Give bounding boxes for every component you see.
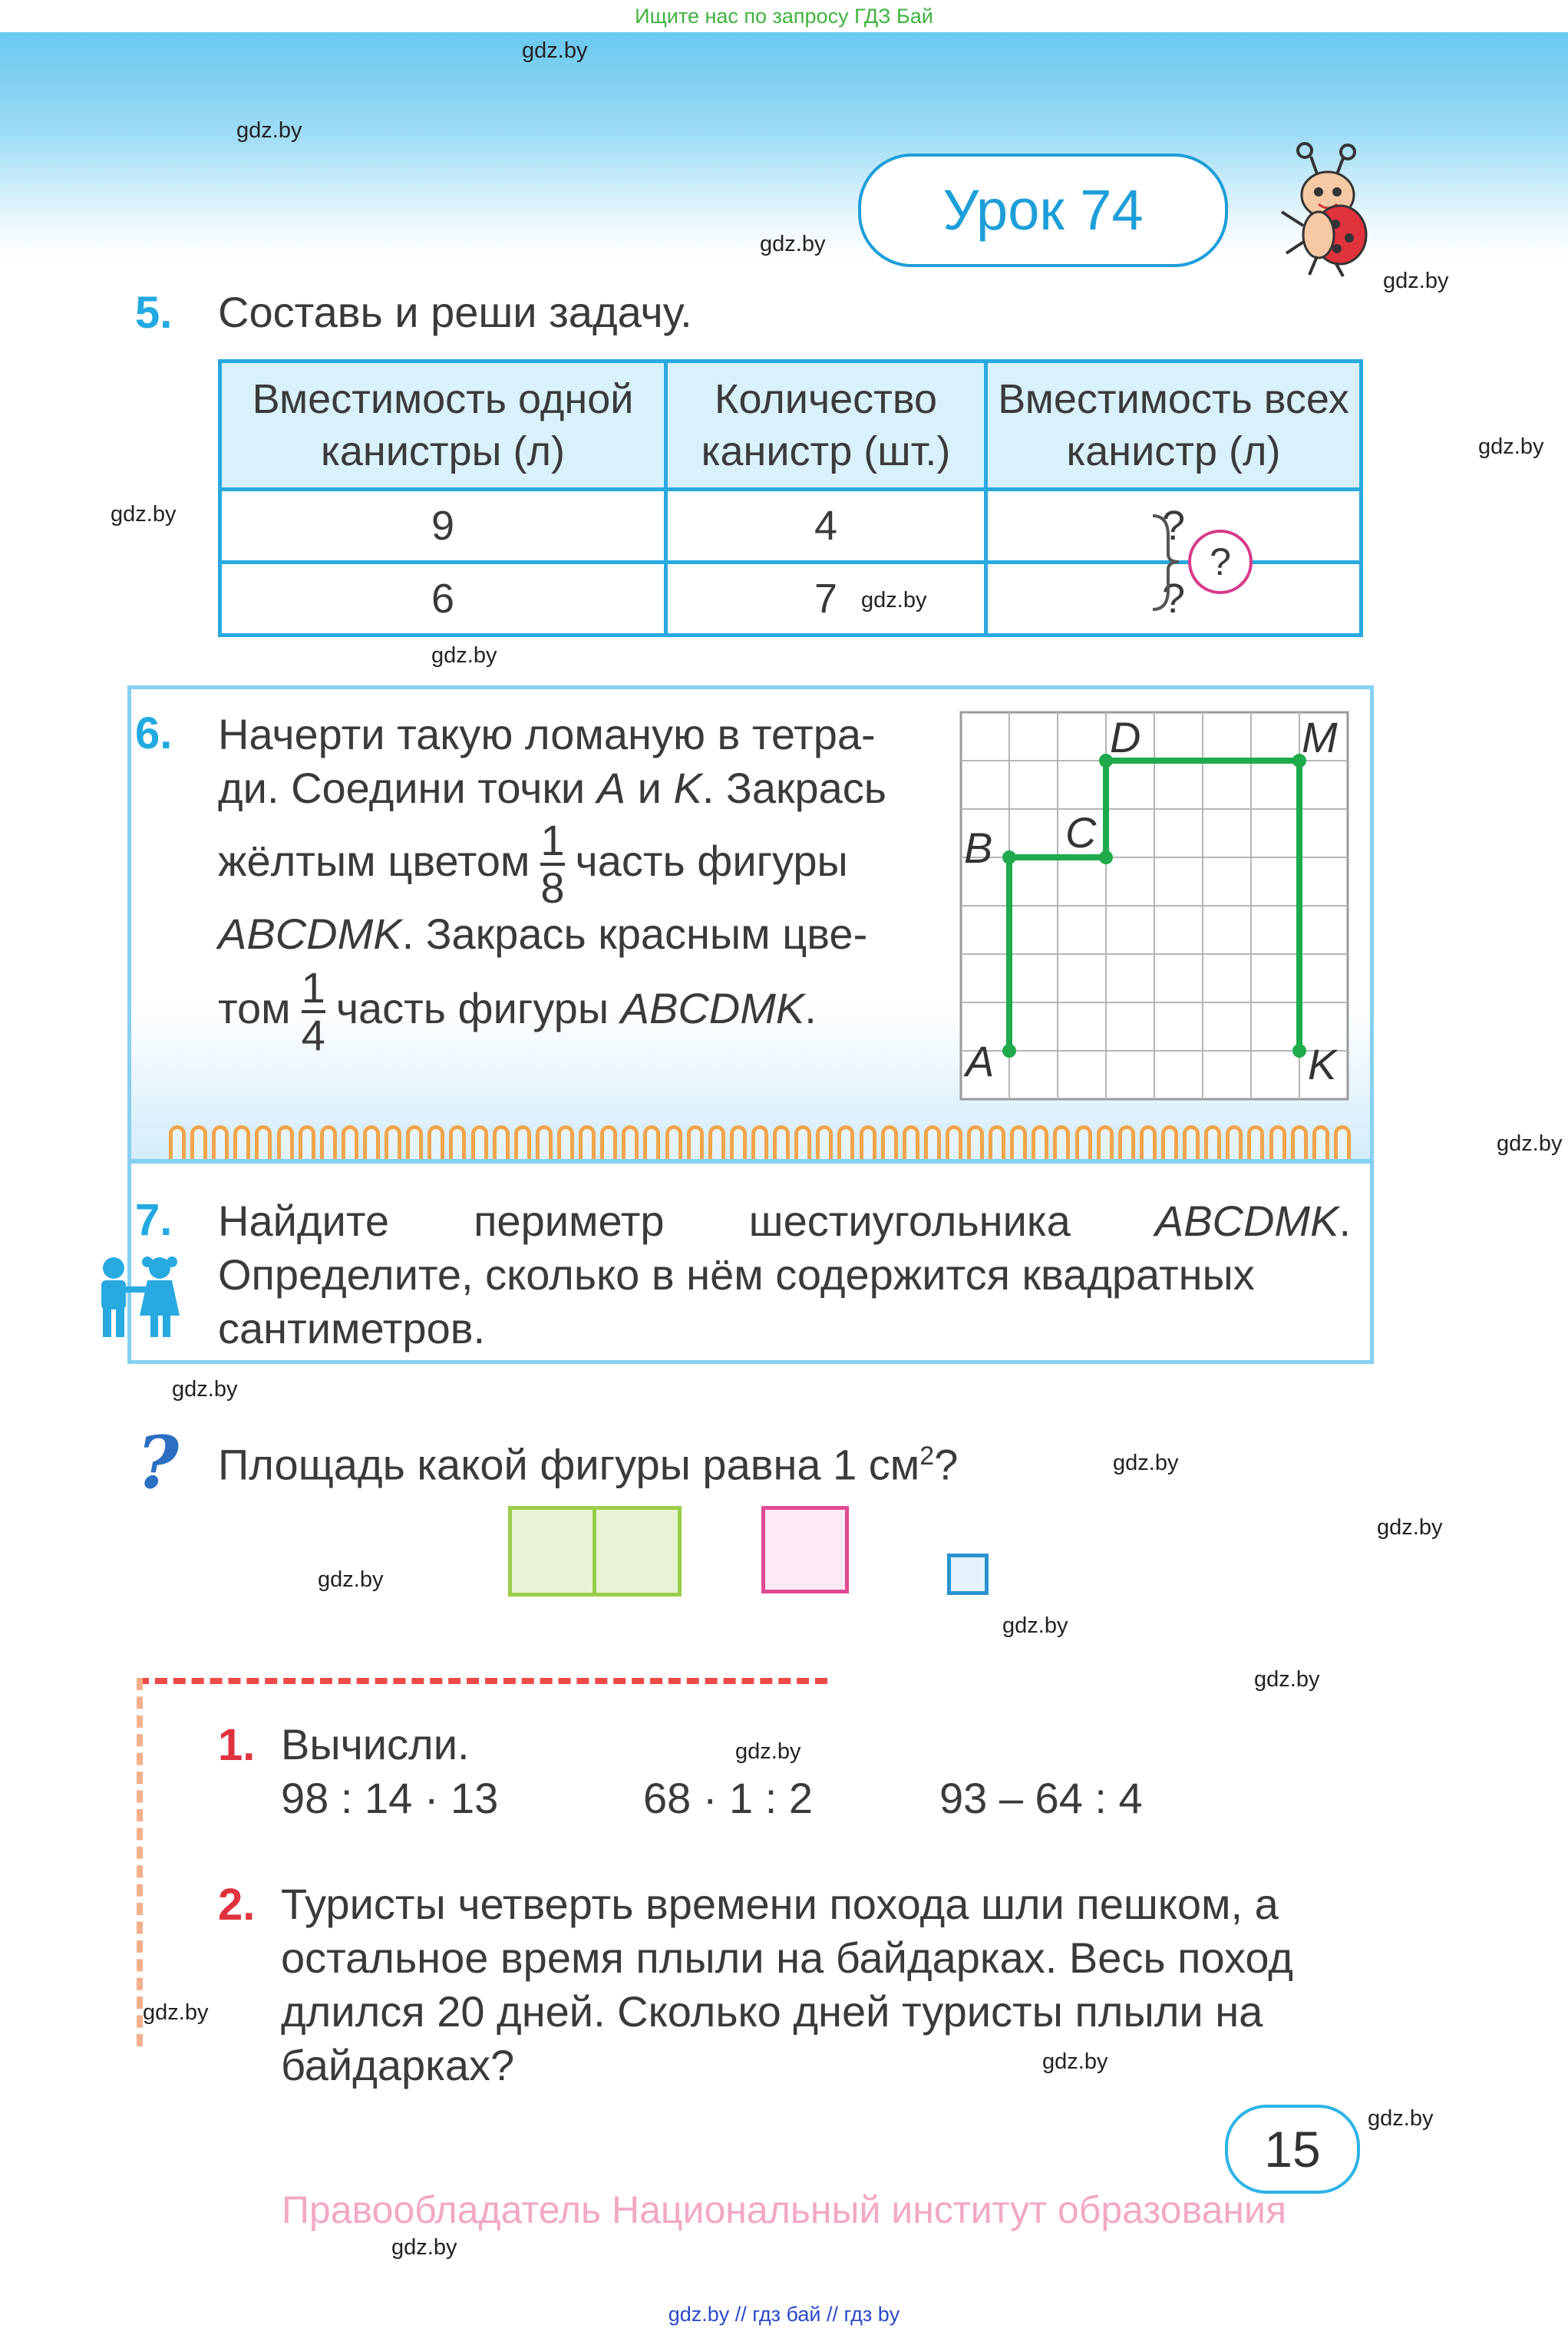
review1-expr3: 93 – 64 : 4 — [939, 1774, 1143, 1822]
table-header: Количество канистр (шт.) — [666, 362, 986, 490]
point-c — [1099, 850, 1113, 864]
review2-line1: Туристы четверть времени похода шли пешком, а — [281, 1880, 1279, 1928]
review2-line2: остальное время плыли на байдарках. Весь поход — [281, 1933, 1293, 1982]
page-number: 15 — [1225, 2105, 1360, 2194]
question-text: Площадь какой фигуры равна 1 $см^2$? — [218, 1440, 959, 1489]
polyline-grid — [958, 709, 1349, 1102]
review1-expr2: 68 · 1 : 2 — [643, 1774, 814, 1822]
label-k: K — [1308, 1040, 1337, 1088]
task7-line3: сантиметров. — [218, 1304, 486, 1352]
fraction-one-eighth: $\frac{1}{8}$ — [540, 816, 565, 913]
task7-number: 7. — [135, 1195, 173, 1245]
point-a — [1002, 1044, 1016, 1058]
shape-pink-square — [761, 1506, 849, 1593]
table-cell: 4 — [666, 490, 986, 563]
task7-divider — [127, 1159, 1374, 1164]
bottom-links[interactable]: gdz.by // гдз бай // гдз by — [668, 2303, 900, 2326]
watermark: gdz.by — [236, 118, 302, 143]
task6-number: 6. — [135, 708, 173, 758]
watermark: gdz.by — [1002, 1613, 1068, 1638]
table-header: Вместимость одной канистры (л) — [220, 362, 666, 490]
kids-pair-icon — [86, 1256, 192, 1342]
point-k — [1292, 1044, 1306, 1058]
label-d: D — [1110, 713, 1141, 761]
watermark: gdz.by — [522, 38, 588, 63]
task6-line2: ди. Соедини точки A и K. Закрась — [218, 764, 886, 812]
table-cell: 9 — [220, 490, 666, 563]
watermark: gdz.by — [1497, 1131, 1563, 1156]
task6-line4: ABCDMK. Закрась красным цве- — [218, 910, 868, 958]
task5-text: Составь и реши задачу. — [218, 288, 692, 336]
table-cell: ? — [986, 563, 1362, 636]
watermark: gdz.by — [111, 502, 177, 527]
lesson-title: Урок 74 — [942, 178, 1144, 242]
lesson-title-cloud — [858, 154, 1228, 267]
watermark: gdz.by — [318, 1567, 384, 1592]
task5-table — [218, 359, 1363, 637]
watermark: gdz.by — [391, 2235, 457, 2260]
watermark: gdz.by — [431, 643, 497, 668]
watermark: gdz.by — [143, 2000, 209, 2025]
point-b — [1002, 850, 1016, 864]
shape-green-divider — [593, 1506, 596, 1597]
review2-line3: длился 20 дней. Сколько дней туристы плыли на — [281, 1987, 1263, 2036]
watermark: gdz.by — [1113, 1451, 1179, 1475]
question-mark-icon — [134, 1425, 190, 1498]
review2-line4: байдарках? — [281, 2041, 515, 2089]
top-banner: Ищите нас по запросу ГДЗ Бай — [0, 0, 1568, 32]
review-dashed-border-top — [137, 1678, 827, 1684]
task7-line2: Определите, сколько в нём содержится квадратных — [218, 1250, 1255, 1299]
watermark: gdz.by — [1377, 1515, 1443, 1540]
review2-number: 2. — [218, 1880, 256, 1930]
shape-small-blue-square — [947, 1554, 989, 1595]
ladybug-icon — [1274, 141, 1374, 279]
watermark: gdz.by — [1478, 434, 1544, 459]
label-b: B — [964, 824, 993, 872]
total-question-circle: ? — [1188, 530, 1253, 594]
task6-line3: жёлтым цветом $\frac{1}{8}$ часть фигуры — [218, 816, 848, 913]
watermark: gdz.by — [172, 1377, 238, 1402]
watermark: gdz.by — [1042, 2049, 1108, 2074]
watermark: gdz.by — [735, 1739, 801, 1764]
watermark: gdz.by — [1383, 269, 1449, 293]
watermark: gdz.by — [760, 232, 826, 256]
task6-line5: том $\frac{1}{4}$ часть фигуры ABCDMK. — [218, 963, 817, 1060]
task5-number: 5. — [135, 288, 173, 338]
copyright-footer: Правообладатель Национальный институт образования — [281, 2188, 1287, 2231]
brace-icon — [1148, 513, 1187, 613]
watermark: gdz.by — [1254, 1667, 1320, 1692]
task7-line1: Найдите периметр шестиугольника ABCDMK. — [218, 1197, 1351, 1245]
table-cell: 7 — [666, 563, 986, 636]
review-dashed-border-left — [137, 1678, 143, 2046]
table-cell: ? — [986, 490, 1362, 563]
review1-title: Вычисли. — [281, 1720, 470, 1768]
fraction-one-quarter: $\frac{1}{4}$ — [301, 963, 325, 1060]
label-m: M — [1302, 713, 1338, 761]
watermark: gdz.by — [861, 588, 927, 613]
svg-text:?: ? — [137, 1425, 180, 1498]
table-header: Вместимость всех канистр (л) — [986, 362, 1362, 490]
label-c: C — [1065, 808, 1097, 857]
review1-number: 1. — [218, 1720, 256, 1770]
label-a: A — [966, 1037, 995, 1085]
table-cell: 6 — [220, 563, 666, 636]
review1-expr1: 98 : 14 · 13 — [281, 1774, 499, 1822]
task6-line1: Начерти такую ломаную в тетра- — [218, 710, 876, 758]
watermark: gdz.by — [1368, 2106, 1434, 2131]
